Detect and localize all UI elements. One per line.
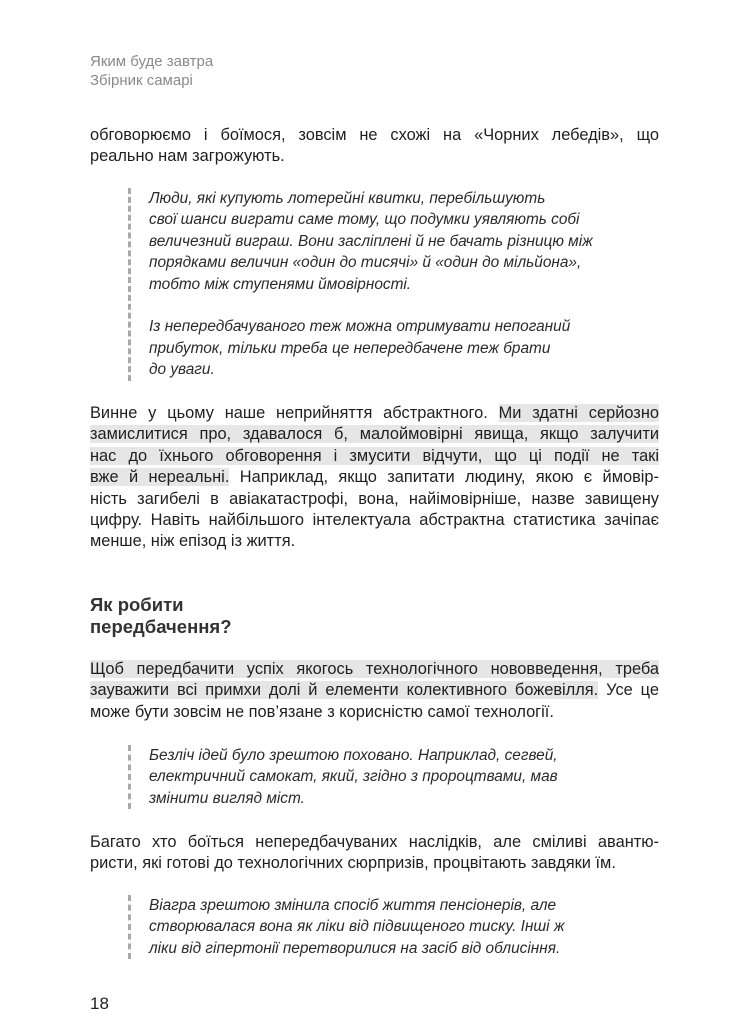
running-head-title: Яким буде завтра (90, 53, 214, 70)
paragraph-line: менше, ніж епізод із життя. (90, 532, 296, 551)
paragraph-line: реально нам загрожують. (90, 147, 285, 166)
running-head (90, 52, 213, 90)
paragraph-1 (90, 125, 659, 168)
quote-line: свої шанси виграти саме тому, що подумки уявляють собі (149, 211, 580, 229)
quote-gap (149, 295, 669, 316)
paragraph-line: Багато хто боїться непередбачуваних наслідків, але сміливі авантю- (90, 833, 659, 851)
quote-line: Із непередбачуваного теж можна отримувати непоганий (149, 318, 571, 336)
paragraph-line (90, 403, 659, 424)
paragraph-line (90, 659, 659, 680)
paragraph-line: обговорюємо і боїмося, зовсім не схожі на «Чорних лебедів», що (90, 126, 659, 144)
quote-line: порядками величин «один до тисячі» й «один до мільйона», (149, 254, 582, 272)
quote-block-2 (128, 745, 669, 809)
paragraph-3 (90, 659, 659, 723)
paragraph-2 (90, 403, 659, 553)
heading-line: передбачення? (90, 616, 232, 637)
highlighted-text: нас до їхнього обговорення і змусити відчути, що ці події не такі (90, 446, 659, 465)
paragraph-4 (90, 832, 659, 875)
quote-line: електричний самокат, який, згідно з пророцтвами, мав (149, 768, 558, 786)
quote-line: створювалася вона як ліки від підвищеного тиску. Інші ж (149, 918, 565, 936)
quote-line: Люди, які купують лотерейні квитки, перебільшують (149, 190, 546, 207)
quote-line: тобто між ступенями ймовірності. (149, 275, 412, 293)
quote-line: величезний виграш. Вони засліплені й не бачать різницю між (149, 232, 593, 250)
paragraph-line (90, 467, 659, 488)
quote-block-3 (128, 895, 669, 959)
running-head-subtitle: Збірник самарі (90, 72, 193, 89)
page-number: 18 (90, 994, 109, 1013)
paragraph-segment: Усе це (598, 681, 659, 700)
quote-line: Віагра зрештою змінила спосіб життя пенсіонерів, але (149, 897, 557, 914)
quote-line: ліки від гіпертонії перетворилися на засіб від облисіння. (149, 939, 561, 957)
highlighted-text: зауважити всі примхи долі й елементи колективного божевілля. (90, 681, 599, 700)
highlighted-text: Щоб передбачити успіх якогось технологічного нововведення, треба (90, 660, 659, 678)
highlighted-text: замислитися про, здавалося б, малоймовірні явища, якщо залучити (90, 425, 659, 444)
paragraph-segment: Наприклад, якщо запитати людину, якою є ймовір- (229, 468, 659, 487)
heading-line: Як робити (90, 594, 184, 615)
paragraph-line: ність загибелі в авіакатастрофі, вона, найімовірніше, назве завищену (90, 489, 659, 508)
quote-line: змінити вигляд міст. (149, 789, 305, 807)
paragraph-segment: Винне у цьому наше неприйняття абстрактного. (90, 404, 499, 422)
section-heading (90, 594, 232, 638)
quote-line: Безліч ідей було зрештою поховано. Наприклад, сегвей, (149, 747, 558, 764)
paragraph-line: ристи, які готові до технологічних сюрпризів, процвітають завдяки їм. (90, 854, 616, 873)
highlighted-text: вже й нереальні. (90, 468, 230, 487)
quote-line: до уваги. (149, 361, 215, 379)
paragraph-line (90, 680, 659, 701)
highlighted-text: Ми здатні серйозно (498, 404, 659, 422)
paragraph-line (90, 424, 659, 445)
quote-line: прибуток, тільки треба це непередбачене теж брати (149, 339, 551, 357)
paragraph-line: може бути зовсім не пов’язане з корисністю самої технології. (90, 702, 554, 721)
paragraph-line (90, 446, 659, 467)
paragraph-line: цифру. Навіть найбільшого інтелектуала абстрактна статистика зачіпає (90, 511, 659, 530)
quote-block-1 (128, 188, 669, 381)
